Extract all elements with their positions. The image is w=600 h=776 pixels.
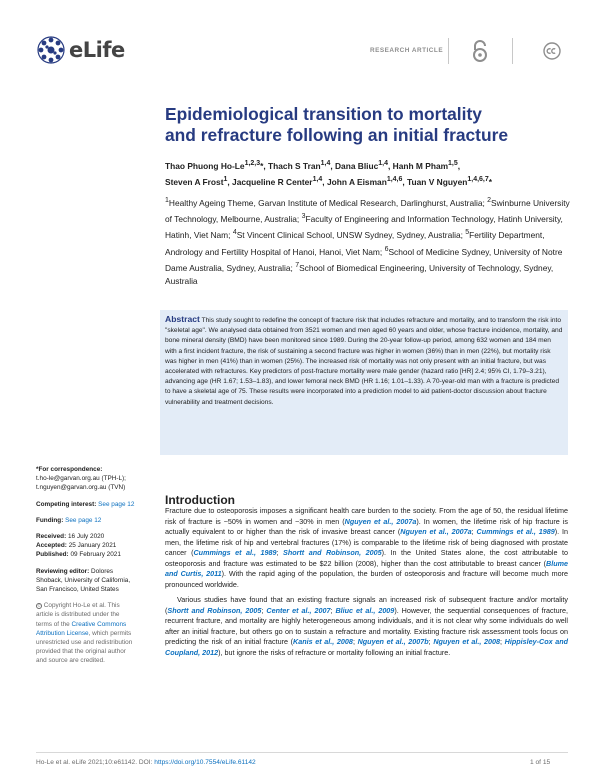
affiliation-number: 1 [165, 197, 169, 204]
body-text: Fracture due to osteoporosis imposes a significant health care burden to the society. From the age of 50, the residual lifetime risk of fracture is ~50% in women and ~30% in men ( [165, 506, 568, 526]
affiliation-list [165, 194, 575, 288]
doi-link[interactable]: https://doi.org/10.7554/eLife.61142 [154, 759, 256, 766]
reviewing-editor-value: Dolores Shoback, University of California, San Francisco, United States [36, 567, 131, 594]
author-affiliation-marker: 1 [223, 175, 228, 183]
body-text: ; [261, 605, 267, 615]
received-label: Received: [36, 533, 67, 541]
copyright-text: Copyright Ho-Le et al. This article is distributed under the terms of the [36, 602, 120, 628]
affiliation-text: School of Biomedical Engineering, University of Technology, Sydney, Australia [165, 262, 554, 287]
funding-label: Funding: [36, 516, 64, 524]
citation-link[interactable]: Shortt and Robinson, 2005 [167, 605, 262, 615]
citation-link[interactable]: Nguyen et al., 2008 [433, 637, 501, 646]
body-text: ). In men, the lifetime risk of hip and vertebral fractures (17%) is comparable to the lifetime risk of being diagnosed with prostate cancer ( [165, 527, 569, 557]
citation-link[interactable]: Cummings et al., 1989 [476, 527, 555, 536]
header-divider [512, 38, 513, 64]
page-header [0, 0, 600, 80]
body-text: ). However, the sequential consequences of fracture, recurrent fracture, and mortality are highly heterogeneous among individuals, and it is not clear why some individuals do well after an initial fracture, but others go on to sustain a refracture and mortality. Existing fracture risk assessment tools focus on predicting the risk of an initial fracture ( [165, 605, 568, 646]
body-text: Various studies have found that an existing fracture signals an increased risk of subsequent fracture and/or mortality ( [165, 595, 568, 615]
footer-citation [36, 759, 256, 766]
correspondence-block [36, 465, 136, 493]
article-title [165, 104, 575, 146]
affiliation-number: 2 [487, 197, 492, 204]
author-separator: , [457, 160, 461, 171]
funding-block [36, 516, 136, 525]
reviewing-editor-block [36, 567, 136, 595]
affiliation-text: Fertility Department, Andrology and Fertility Hospital of Hanoi, Hanoi, Viet Nam; [165, 230, 545, 257]
author-name[interactable]: Hanh M Pham [392, 160, 449, 171]
published-label: Published: [36, 551, 69, 559]
author-line [165, 157, 585, 173]
elife-logo-icon [36, 35, 66, 65]
author-affiliation-marker: 1,2,3 [244, 160, 261, 167]
license-link[interactable]: Creative Commons Attribution License [36, 620, 127, 637]
author-affiliation-marker: 1,4 [312, 175, 323, 183]
author-separator: , [322, 176, 327, 187]
citation-link[interactable]: Kanis et al., 2008 [293, 637, 353, 646]
correspondence-email[interactable]: t.ho-le@garvan.org.au (TPH-L); [36, 475, 126, 483]
citation-link[interactable]: Nguyen et al., 2007b [357, 637, 429, 646]
author-name[interactable]: Thach S Tran [268, 160, 321, 171]
citation-link[interactable]: Bliuc et al., 2009 [335, 605, 395, 615]
body-text: ), but ignore the risks of refracture or mortality following an initial fracture. [218, 647, 451, 657]
received-date: 16 July 2020 [67, 533, 105, 541]
affiliation-number: 4 [232, 229, 237, 237]
author-name[interactable]: Steven A Frost [165, 176, 224, 187]
citation-link[interactable]: Nguyen et al., 2007a [400, 527, 472, 536]
introduction-paragraph [165, 506, 568, 590]
author-line [165, 173, 585, 189]
abstract-text: This study sought to redefine the concept of fracture risk that includes refracture and mortality, and to transform the risk into "skeletal age". We analysed data obtained from 3521 women and men aged 60 years and older, whose fracture incidence, mortality, and bone mineral density (BMD) have been monitored since 1989. During the 20-year follow-up period, among 632 women and 184 men with a first incident fracture, the risk of sustaining a second fracture was higher in women (36%) than in men (22%), but mortality risk was higher in men (41%) than in women (25%). The increased risk of mortality was not only present with an initial fracture, but was accelerated with refractures. Key predictors of post-fracture mortality were male gender (hazard ratio [HR] 2.4; 95% CI, 1.79–3.21), advancing age (HR 1.67; 1.53–1.83), and lower femoral neck BMD (HR 1.16; 1.01–1.33). A 70-year-old man with a fracture is predicted to have a skeletal age of 75. These results were incorporated into a prediction model to aid patient-doctor discussion about fracture vulnerability and treatment decisions. [165, 317, 563, 406]
author-name[interactable]: Jacqueline R Center [232, 176, 313, 187]
affiliation-text: Faculty of Engineering and Information Technology, Hatinh University, Hatinh, Viet Nam; [165, 214, 563, 241]
citation-link[interactable]: Center et al., 2007 [266, 605, 331, 615]
citation-link[interactable]: Shortt and Robinson, 2005 [283, 548, 382, 557]
header-divider [448, 38, 449, 64]
accepted-label: Accepted: [36, 542, 67, 550]
copyright-block [36, 601, 136, 665]
citation-link[interactable]: Cummings et al., 1989 [193, 548, 277, 557]
author-separator: , [388, 160, 393, 171]
reviewing-editor-label: Reviewing editor: [36, 567, 90, 575]
author-separator: * [488, 176, 492, 187]
accepted-date: 25 January 2021 [68, 542, 117, 550]
affiliation-text: School of Medicine Sydney, University of Notre Dame Australia, Sydney, Australia; [165, 246, 563, 273]
open-access-icon[interactable] [470, 39, 490, 63]
correspondence-email[interactable]: t.nguyen@garvan.org.au (TVN) [36, 484, 126, 492]
introduction-body [165, 506, 568, 663]
affiliation-text: Healthy Ageing Theme, Garvan Institute of Medical Research, Darlinghurst, Australia; [168, 197, 488, 208]
affiliation-text: Swinburne University of Technology, Melbourne, Australia; [165, 197, 570, 224]
author-affiliation-marker: 1,5 [448, 160, 458, 167]
author-affiliation-marker: 1,4,6,7 [467, 175, 489, 183]
footer-citation-text: Ho-Le et al. eLife 2021;10:e61142. DOI: [36, 759, 155, 766]
author-affiliation-marker: 1,4 [320, 160, 331, 167]
elife-logo-text: eLife [69, 38, 125, 62]
affiliation-number: 7 [295, 261, 300, 269]
elife-logo[interactable] [36, 35, 125, 65]
body-text: ; [276, 548, 284, 557]
body-text: ; [500, 637, 505, 646]
body-text: ). In women, the lifetime risk of hip fracture is actually equivalent to or higher than the risk of invasive breast cancer ( [165, 516, 568, 536]
abstract-label: Abstract [165, 314, 200, 324]
abstract [165, 314, 563, 408]
author-separator: , [402, 176, 408, 187]
author-affiliation-marker: 1,4,6 [386, 175, 403, 183]
author-name[interactable]: Thao Phuong Ho-Le [165, 160, 245, 171]
correspondence-label: *For correspondence: [36, 466, 103, 473]
body-text: ). In the United States alone, the cost attributable to osteoporosis and fracture was estimated to be $22 billion (2008), higher than the cost attributable to breast cancer ( [165, 548, 568, 568]
body-text: ; [330, 605, 336, 615]
title-line: Epidemiological transition to mortality [165, 104, 482, 124]
author-affiliation-marker: 1,4 [378, 160, 389, 167]
affiliation-text: St Vincent Clinical School, UNSW Sydney, Sydney, Australia; [236, 230, 466, 241]
body-text: ; [471, 527, 477, 536]
copyright-icon: © [37, 603, 41, 608]
competing-interest-label: Competing interest: [36, 500, 97, 508]
competing-interest-block [36, 500, 136, 509]
author-separator: *, [260, 160, 269, 171]
affiliation-number: 5 [465, 229, 470, 237]
dates-block [36, 532, 136, 560]
introduction-heading: Introduction [165, 493, 235, 507]
introduction-paragraph [165, 595, 568, 658]
citation-link[interactable]: Nguyen et al., 2007a [344, 516, 417, 526]
author-list [165, 157, 585, 189]
affiliation-number: 6 [384, 245, 389, 253]
page-number: 1 of 15 [530, 759, 551, 766]
author-name[interactable]: Tuan V Nguyen [407, 176, 468, 187]
author-separator: , [330, 160, 335, 171]
body-text: ; [428, 637, 434, 646]
affiliation-number: 3 [301, 213, 306, 221]
creative-commons-icon[interactable] [543, 42, 561, 60]
funding-link[interactable]: See page 12 [65, 516, 102, 524]
article-info-sidebar [36, 465, 136, 673]
body-text: ; [352, 637, 358, 646]
body-text: ). With the rapid aging of the population, the burden of osteoporosis and fracture will become much more pronounced worldwide. [165, 569, 568, 589]
title-line: and refracture following an initial fracture [165, 125, 509, 145]
competing-interest-link[interactable]: See page 12 [98, 500, 135, 508]
citation-link[interactable]: Hippisley-Cox and Coupland, 2012 [165, 637, 569, 657]
author-name[interactable]: John A Eisman [326, 176, 387, 187]
citation-link[interactable]: Blume and Curtis, 2011 [165, 558, 568, 578]
published-date: 09 February 2021 [70, 551, 121, 559]
author-name[interactable]: Dana Bliuc [335, 160, 379, 171]
author-separator: , [227, 176, 233, 187]
footer-divider [36, 752, 568, 753]
copyright-text: , which permits unrestricted use and redistribution provided that the original author and source are credited. [36, 629, 133, 665]
article-type-label: RESEARCH ARTICLE [370, 47, 444, 54]
